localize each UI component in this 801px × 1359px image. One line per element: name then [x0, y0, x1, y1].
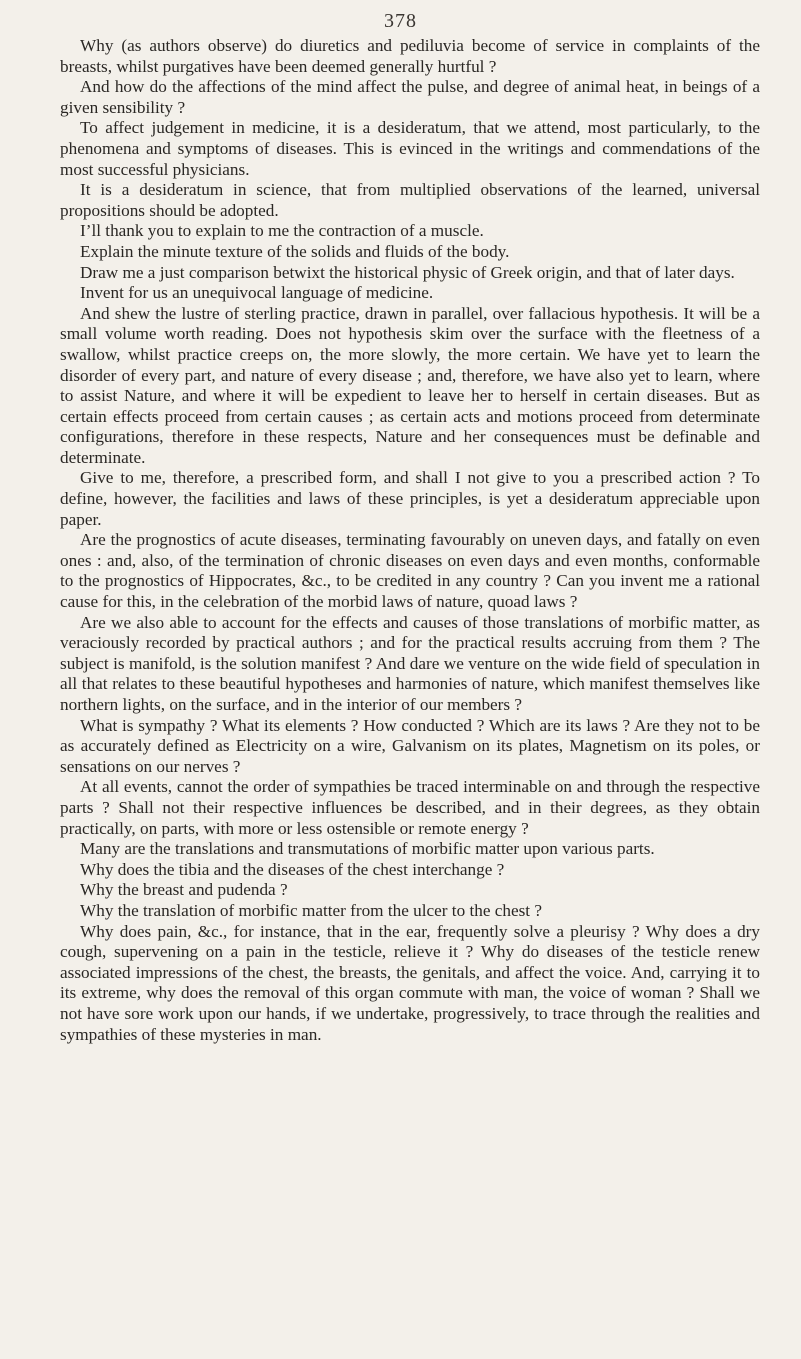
- paragraph: Give to me, therefore, a prescribed form, and shall I not give to you a prescribed action ? To define, however, the facilities and laws of these principles, is yet a desideratum appreciable upon paper.: [60, 468, 760, 529]
- paragraph: And how do the affections of the mind affect the pulse, and degree of animal heat, in beings of a given sensibility ?: [60, 77, 760, 117]
- paragraph: Why the breast and pudenda ?: [80, 880, 288, 900]
- paragraph: Are we also able to account for the effects and causes of those translations of morbific matter, as veraciously recorded by practical authors ; and for the practical results accruing from them ? The subject is manifold, is the solution manifest ? And dare we venture on the wide field of speculation in all that relates to these beautiful hypotheses and harmonies of nature, which manifest themselves like northern lights, on the surface, and in the interior of our members ?: [60, 612, 760, 714]
- paragraph: Why (as authors observe) do diuretics and pediluvia become of service in complaints of the breasts, whilst purgatives have been deemed generally hurtful ?: [60, 36, 760, 76]
- paragraph: Why does pain, &c., for instance, that in the ear, frequently solve a pleurisy ? Why does a dry cough, supervening on a pain in the testicle, relieve it ? Why do diseases of the testicle renew associated impressions of the chest, the breasts, the genitals, and affect the voice. And, carrying it to its extreme, why does the removal of this organ commute with man, the voice of woman ? Shall we not have sore work upon our hands, if we undertake, progressively, to trace through the realities and sympathies of these mysteries in man.: [60, 921, 760, 1044]
- paragraph: It is a desideratum in science, that from multiplied observations of the learned, universal propositions should be adopted.: [60, 180, 760, 220]
- paragraph: Why the translation of morbific matter from the ulcer to the chest ?: [80, 900, 542, 920]
- paragraph: To affect judgement in medicine, it is a desideratum, that we attend, most particularly, to the phenomena and symptoms of diseases. This is evinced in the writings and commendations of the most successful physicians.: [60, 118, 760, 179]
- body-text: [60, 36, 760, 1045]
- paragraph: Explain the minute texture of the solids and fluids of the body.: [80, 241, 510, 261]
- paragraph: Draw me a just comparison betwixt the historical physic of Greek origin, and that of later days.: [80, 262, 735, 282]
- page-number: 378: [384, 10, 417, 32]
- paragraph: Invent for us an unequivocal language of medicine.: [80, 283, 434, 303]
- paragraph: At all events, cannot the order of sympathies be traced interminable on and through the respective parts ? Shall not their respective influences be described, and in their degrees, as they obtain practically, on parts, with more or less ostensible or remote energy ?: [60, 777, 760, 838]
- paragraph: What is sympathy ? What its elements ? How conducted ? Which are its laws ? Are they not to be as accurately defined as Electricity on a wire, Galvanism on its plates, Magnetism on its poles, or sensations on our nerves ?: [60, 715, 760, 776]
- paragraph: Are the prognostics of acute diseases, terminating favourably on uneven days, and fatally on even ones : and, also, of the termination of chronic diseases on even days and even months, conformable to the prognostics of Hippocrates, &c., to be credited in any country ? Can you invent me a rational cause for this, in the celebration of the morbid laws of nature, quoad laws ?: [60, 530, 760, 612]
- paragraph: I’ll thank you to explain to me the contraction of a muscle.: [80, 221, 484, 241]
- paragraph: Why does the tibia and the diseases of the chest interchange ?: [80, 859, 505, 879]
- paragraph: Many are the translations and transmutations of morbific matter upon various parts.: [80, 839, 655, 859]
- paragraph: And shew the lustre of sterling practice, drawn in parallel, over fallacious hypothesis. It will be a small volume worth reading. Does not hypothesis skim over the surface with the fleetness of a swallow, whilst practice creeps on, the more slowly, the more certain. We have yet to learn the disorder of every part, and nature of every disease ; and, therefore, we have also yet to learn, where to assist Nature, and where it will be expedient to leave her to herself in certain diseases. But as certain effects proceed from certain causes ; as certain acts and motions proceed from determinate configurations, therefore in these respects, Nature and her consequences must be definable and determinate.: [60, 303, 760, 467]
